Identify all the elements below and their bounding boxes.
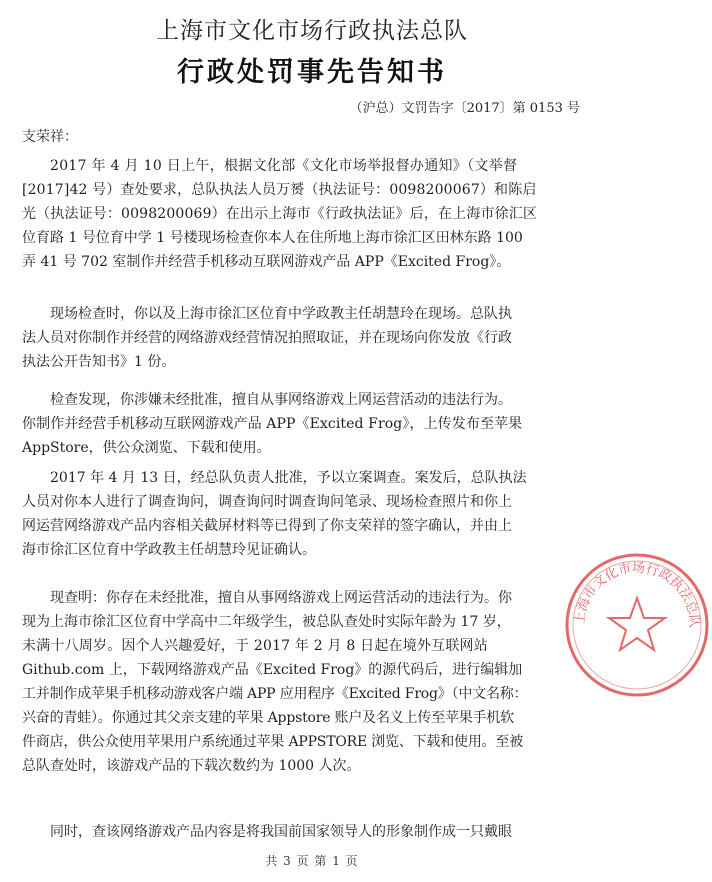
paragraph-line: 工并制作成苹果手机移动游戏客户端 APP 应用程序《Excited Frog》（中文名称： [22,686,528,702]
seal-inner-ring [573,561,701,689]
paragraph-line: 网运营网络游戏产品内容相关截屏材料等已得到了你支荣祥的签字确认，并由上 [22,518,512,534]
paragraph-line: 你制作并经营手机移动互联网游戏产品 APP《Excited Frog》，上传发布至苹果 [22,416,523,432]
paragraph-line: 件商店，供公众使用苹果用户系统通过苹果 APPSTORE 浏览、下载和使用。至被 [22,734,524,750]
paragraph-line: 海市徐汇区位育中学政教主任胡慧玲见证确认。 [22,542,316,558]
paragraph-onsite [22,302,512,374]
paragraph-line: 2017 年 4 月 10 日上午，根据文化部《文化市场举报督办通知》（文举督 [50,158,518,174]
paragraph-line: AppStore，供公众浏览、下载和使用。 [22,440,271,456]
page-footer: 共 3 页 第 1 页 [265,854,359,868]
document-number: （沪总）文罚告字〔2017〕第 0153 号 [349,101,580,116]
paragraph-investigation [22,466,527,562]
paragraph-line: Github.com 上，下载网络游戏产品《Excited Frog》的源代码后，进行编辑加 [22,662,523,678]
document-title: 行政处罚事先告知书 [177,57,447,88]
paragraph-line: 现为上海市徐汇区位育中学高中二年级学生，被总队查处时实际年龄为 17 岁， [22,614,511,630]
paragraph-established-facts [22,586,527,778]
paragraph-line: 人员对你本人进行了调查询问，调查询问时调查询问笔录、现场检查照片和你上 [22,494,512,510]
agency-name: 上海市文化市场行政执法总队 [156,18,468,44]
paragraph-line: 执法公开告知书》1 份。 [22,354,176,370]
paragraph-line: 弄 41 号 702 室制作并经营手机移动互联网游戏产品 APP《Excited Frog》。 [22,254,511,270]
paragraph-findings [22,388,522,460]
paragraph-line: 同时，查该网络游戏产品内容是将我国前国家领导人的形象制作成一只戴眼 [50,824,512,840]
paragraph-line: 光（执法证号：0098200069）在出示上海市《行政执法证》后，在上海市徐汇区 [22,206,538,222]
paragraph-line: 未满十八周岁。因个人兴趣爱好，于 2017 年 2 月 8 日起在境外互联网站 [22,638,488,654]
paragraph-line: 现查明：你存在未经批准，擅自从事网络游戏上网运营活动的违法行为。你 [50,590,512,606]
seal-text: 上海市文化市场行政执法总队 [572,560,702,629]
addressee: 支荣祥： [22,129,78,145]
seal-ring [567,555,707,695]
paragraph-content-review [22,820,512,844]
paragraph-line: [2017]42 号）查处要求，总队执法人员万赟（执法证号：0098200067）和陈启 [22,182,537,198]
paragraph-line: 兴奋的青蛙）。你通过其父亲支建的苹果 Appstore 账户及名义上传至苹果手机软 [22,710,514,726]
paragraph-line: 法人员对你制作并经营的网络游戏经营情况拍照取证，并在现场向你发放《行政 [22,330,512,346]
paragraph-line: 检查发现，你涉嫌未经批准，擅自从事网络游戏上网运营活动的违法行为。 [50,392,512,408]
paragraph-line: 总队查处时，该游戏产品的下载次数约为 1000 人次。 [22,758,361,774]
seal-star-icon [609,598,665,650]
paragraph-line: 2017 年 4 月 13 日，经总队负责人批准，予以立案调查。案发后，总队执法 [50,470,527,486]
paragraph-inspection [22,154,537,274]
paragraph-line: 现场检查时，你以及上海市徐汇区位育中学政教主任胡慧玲在现场。总队执 [50,306,512,322]
official-seal-stamp [562,550,712,700]
paragraph-line: 位育路 1 号位育中学 1 号楼现场检查你本人在住所地上海市徐汇区田林东路 100 [22,230,523,246]
